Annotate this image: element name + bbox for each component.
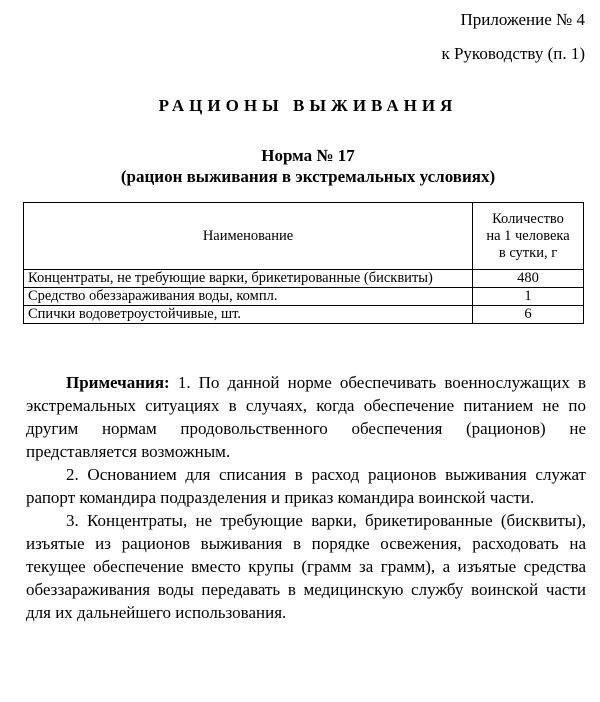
quantity-header-line: на 1 человека [486,227,570,244]
note-3: 3. Концентраты, не требующие варки, брикетированные (бисквиты), изъятые из рационов выживания в порядке освежения, расходовать на текущее обеспечение вместо крупы (грамм за грамм), а изъятые средства обеззараживания воды передавать в медицинскую службу воинской части для их дальнейшего использования. [26,511,586,622]
note-2: 2. Основанием для списания в расход рационов выживания служат рапорт командира подразделения и приказ командира воинской части. [26,465,586,507]
ration-table [23,202,584,324]
quantity-header-line: в сутки, г [498,244,558,261]
item-name: Спички водоветроустойчивые, шт. [24,306,473,324]
item-quantity: 480 [473,270,584,288]
document-title: РАЦИОНЫ ВЫЖИВАНИЯ [158,96,458,115]
item-quantity: 1 [473,288,584,306]
quantity-header-line: Количество [492,210,564,227]
table-row [24,306,584,324]
item-quantity: 6 [473,306,584,324]
table-header-row [24,203,584,270]
item-name: Средство обеззараживания воды, компл. [24,288,473,306]
norm-number: Норма № 17 [261,146,355,165]
notes-label: Примечания: [66,373,170,392]
table-row [24,288,584,306]
table-row [24,270,584,288]
note-1-text: 1. По данной норме обеспечивать военнослужащих в экстремальных ситуациях в случаях, когда обеспечение питанием не по другим нормам продовольственного обеспечения (рационов) не представляется возможным. [26,373,586,461]
appendix-number: Приложение № 4 [460,10,585,29]
note-1 [26,371,586,463]
notes-section [26,371,586,624]
norm-subtitle: (рацион выживания в экстремальных условиях) [120,167,496,186]
column-header-name: Наименование [24,203,473,270]
item-name: Концентраты, не требующие варки, брикетированные (бисквиты) [24,270,473,288]
column-header-quantity [473,203,584,270]
appendix-reference: к Руководству (п. 1) [441,44,585,63]
